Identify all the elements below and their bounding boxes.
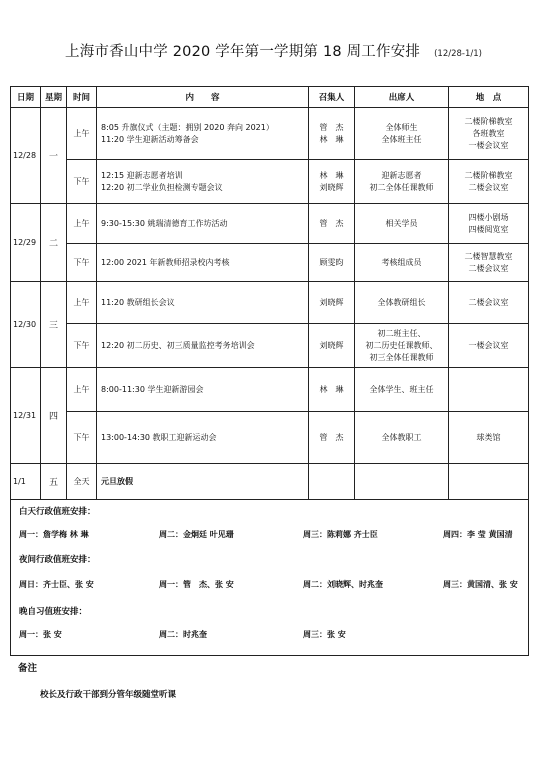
weekday-cell: 一	[41, 108, 67, 204]
weekday-cell: 四	[41, 368, 67, 464]
attendees-cell	[355, 160, 449, 204]
location-cell	[449, 412, 529, 464]
date-cell: 12/29	[11, 204, 41, 282]
convener-cell-line: 林 琳	[319, 134, 344, 144]
convener-cell	[309, 282, 355, 324]
night-duty-item: 周日：齐士臣、张 安	[19, 580, 94, 589]
attendees-cell-line: 全体教研组长	[377, 297, 426, 307]
time-cell: 全天	[67, 464, 97, 500]
duty-section-row	[11, 500, 529, 656]
notes-text: 校长及行政干部到分管年级随堂听课	[40, 690, 177, 700]
convener-cell	[309, 324, 355, 368]
table-header-row	[11, 87, 529, 108]
attendees-cell	[355, 244, 449, 282]
header-content: 内 容	[97, 87, 309, 108]
table-row	[11, 412, 529, 464]
content-cell-line: 12:15 迎新志愿者培训	[101, 170, 183, 180]
content-cell-line: 11:20 学生迎新活动筹备会	[101, 134, 199, 144]
content-cell	[97, 464, 309, 500]
title-main: 上海市香山中学 2020 学年第一学期第 18 周工作安排	[65, 44, 421, 60]
location-cell-line: 四楼小剧场	[468, 212, 509, 222]
header-date: 日期	[11, 87, 41, 108]
table-row	[11, 368, 529, 412]
header-convener: 召集人	[309, 87, 355, 108]
location-cell	[449, 324, 529, 368]
content-cell-line: 11:20 教研组长会议	[101, 297, 175, 307]
attendees-cell-line: 全体学生、班主任	[369, 384, 434, 394]
date-cell: 12/28	[11, 108, 41, 204]
time-cell: 上午	[67, 108, 97, 160]
day-duty-item: 周二：金炯廷 叶见珊	[159, 530, 234, 539]
location-cell	[449, 368, 529, 412]
self-study-duty-item: 周三：张 安	[303, 630, 346, 639]
table-row	[11, 324, 529, 368]
location-cell-line: 二楼阶梯教室	[464, 170, 513, 180]
attendees-cell	[355, 464, 449, 500]
location-cell-line: 各班教室	[472, 128, 505, 138]
header-attendees: 出席人	[355, 87, 449, 108]
content-cell	[97, 160, 309, 204]
location-cell-line: 二楼智慧教室	[464, 251, 513, 261]
weekday-cell: 五	[41, 464, 67, 500]
table-row	[11, 204, 529, 244]
self-study-duty-item: 周一：张 安	[19, 630, 62, 639]
convener-cell-line: 顾雯昀	[319, 257, 344, 267]
day-duty-item: 周一：詹学梅 林 琳	[19, 530, 89, 539]
self-study-duty-item: 周二：时兆奎	[159, 630, 207, 639]
location-cell	[449, 160, 529, 204]
night-duty-item: 周一：管 杰、张 安	[159, 580, 234, 589]
time-cell: 下午	[67, 324, 97, 368]
convener-cell	[309, 108, 355, 160]
convener-cell	[309, 412, 355, 464]
content-cell	[97, 244, 309, 282]
night-duty-item: 周三：黄国清、张 安	[443, 580, 518, 589]
location-cell-line: 二楼会议室	[468, 263, 509, 273]
attendees-cell-line: 全体教职工	[381, 432, 422, 442]
attendees-cell-line: 初二历史任课教师、	[365, 340, 438, 350]
time-cell: 下午	[67, 160, 97, 204]
content-cell-line: 8:05 升旗仪式（主题：拥别 2020 奔向 2021）	[101, 122, 274, 132]
table-row	[11, 464, 529, 500]
content-cell-line: 12:20 初二学业负担检测专题会议	[101, 182, 223, 192]
night-duty-item: 周二：刘晓辉、时兆奎	[303, 580, 383, 589]
date-cell: 12/31	[11, 368, 41, 464]
table-row	[11, 282, 529, 324]
time-cell: 上午	[67, 282, 97, 324]
weekday-cell: 二	[41, 204, 67, 282]
date-cell: 1/1	[11, 464, 41, 500]
location-cell-line: 二楼会议室	[468, 182, 509, 192]
time-cell: 下午	[67, 412, 97, 464]
day-duty-item: 周三：陈莉娜 齐士臣	[303, 530, 378, 539]
content-cell	[97, 108, 309, 160]
content-cell-line: 8:00-11:30 学生迎新游园会	[101, 384, 204, 394]
convener-cell	[309, 244, 355, 282]
time-cell: 上午	[67, 368, 97, 412]
content-cell-line: 13:00-14:30 教职工迎新运动会	[101, 432, 217, 442]
convener-cell-line: 管 杰	[319, 122, 344, 132]
attendees-cell	[355, 204, 449, 244]
time-cell: 上午	[67, 204, 97, 244]
content-cell	[97, 412, 309, 464]
location-cell	[449, 108, 529, 160]
convener-cell-line: 刘晓辉	[319, 182, 344, 192]
convener-cell-line: 林 琳	[319, 384, 344, 394]
content-cell	[97, 204, 309, 244]
location-cell	[449, 464, 529, 500]
document-title	[0, 40, 547, 61]
notes-label: 备注	[18, 663, 38, 674]
convener-cell	[309, 160, 355, 204]
convener-cell-line: 林 琳	[319, 170, 344, 180]
content-cell-line: 12:20 初二历史、初三质量监控考务培训会	[101, 340, 255, 350]
attendees-cell-line: 考核组成员	[381, 257, 422, 267]
attendees-cell	[355, 108, 449, 160]
weekday-cell: 三	[41, 282, 67, 368]
table-row	[11, 160, 529, 204]
attendees-cell	[355, 282, 449, 324]
day-duty-label: 白天行政值班安排：	[19, 507, 96, 517]
attendees-cell-line: 初三全体任课教师	[369, 352, 434, 362]
schedule-table	[10, 86, 529, 656]
attendees-cell-line: 初二班主任、	[377, 328, 426, 338]
convener-cell-line: 管 杰	[319, 218, 344, 228]
header-location: 地 点	[449, 87, 529, 108]
attendees-cell-line: 初二全体任课教师	[369, 182, 434, 192]
convener-cell-line: 管 杰	[319, 432, 344, 442]
convener-cell-line: 刘晓辉	[319, 340, 344, 350]
convener-cell	[309, 464, 355, 500]
attendees-cell	[355, 368, 449, 412]
night-duty-label: 夜间行政值班安排：	[19, 555, 96, 565]
attendees-cell	[355, 324, 449, 368]
content-cell-line: 元旦放假	[101, 476, 133, 486]
location-cell-line: 一楼会议室	[468, 140, 509, 150]
day-duty-item: 周四：李 莹 黄国清	[443, 530, 513, 539]
convener-cell	[309, 368, 355, 412]
table-row	[11, 108, 529, 160]
content-cell	[97, 368, 309, 412]
location-cell-line: 二楼阶梯教室	[464, 116, 513, 126]
attendees-cell-line: 相关学员	[385, 218, 418, 228]
location-cell-line: 球类馆	[476, 432, 501, 442]
location-cell-line: 四楼阅览室	[468, 224, 509, 234]
attendees-cell-line: 全体班主任	[381, 134, 422, 144]
content-cell-line: 9:30-15:30 姚瑞清德育工作坊活动	[101, 218, 228, 228]
location-cell-line: 一楼会议室	[468, 340, 509, 350]
location-cell	[449, 204, 529, 244]
content-cell-line: 12:00 2021 年新教师招录校内考核	[101, 257, 230, 267]
duty-section	[13, 501, 526, 654]
header-weekday: 星期	[41, 87, 67, 108]
date-cell: 12/30	[11, 282, 41, 368]
time-cell: 下午	[67, 244, 97, 282]
attendees-cell	[355, 412, 449, 464]
convener-cell-line: 刘晓辉	[319, 297, 344, 307]
self-study-duty-label: 晚自习值班安排：	[19, 607, 88, 617]
location-cell	[449, 244, 529, 282]
table-row	[11, 244, 529, 282]
convener-cell	[309, 204, 355, 244]
title-date-range: (12/28-1/1)	[434, 49, 482, 59]
attendees-cell-line: 全体师生	[385, 122, 418, 132]
location-cell	[449, 282, 529, 324]
header-time: 时间	[67, 87, 97, 108]
location-cell-line: 二楼会议室	[468, 297, 509, 307]
content-cell	[97, 324, 309, 368]
content-cell	[97, 282, 309, 324]
attendees-cell-line: 迎新志愿者	[381, 170, 422, 180]
